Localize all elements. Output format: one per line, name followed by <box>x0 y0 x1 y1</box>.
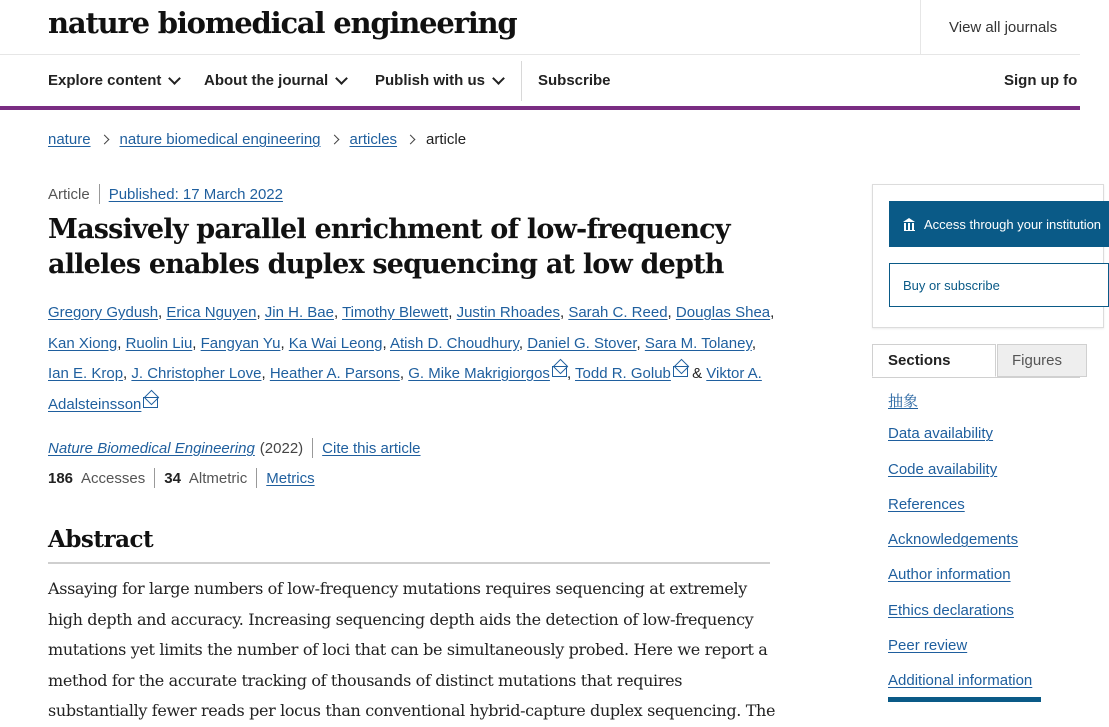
list-item <box>888 461 1032 496</box>
section-link-references[interactable]: References <box>888 495 965 513</box>
author-list: Gregory Gydush, Erica Nguyen, Jin H. Bae, Timothy Blewett, Justin Rhoades, Sarah C. Reed, Douglas Shea, Kan Xiong, Ruolin Liu, Fangyan Yu, Ka Wai Leong, Atish D. Choudhury, Daniel G. Stover, Sara M. Tolaney, Ian E. Krop, J. Christopher Love, Heather A. Parsons, G. Mike Makrigiorgos , Todd R. Golub & Viktor A. Adalsteinsson <box>48 304 775 413</box>
email-icon[interactable] <box>552 366 567 377</box>
divider <box>154 468 155 488</box>
article-type: Article <box>48 185 90 203</box>
access-panel <box>872 184 1104 328</box>
author-link[interactable]: J. Christopher Love <box>131 365 262 382</box>
altmetric-count: 34 <box>164 469 181 487</box>
divider <box>99 184 100 204</box>
article-metrics <box>48 468 315 488</box>
author-link[interactable]: Gregory Gydush <box>48 304 159 321</box>
author-link[interactable]: Sarah C. Reed <box>568 304 668 321</box>
chevron-right-icon <box>329 135 339 145</box>
abstract-text: Assaying for large numbers of low-frequency mutations requires sequencing at extremely high depth and accuracy. Increasing sequencing depth aids the detection of low-frequency mutations yet limits the number of loci that can be simultaneously probed. Here we report a method for the accurate tracking of thousands of distinct mutations that requires substantially fewer reads per locus than conventional hybrid-capture duplex sequencing. The <box>48 579 776 720</box>
list-item <box>888 566 1032 601</box>
divider <box>256 468 257 488</box>
author-link[interactable]: Erica Nguyen <box>166 304 257 321</box>
author-link[interactable]: Fangyan Yu <box>200 334 281 352</box>
published-date-link[interactable]: Published: 17 March 2022 <box>108 185 283 203</box>
institution-icon <box>903 218 916 230</box>
section-link-acknowledgements[interactable]: Acknowledgements <box>888 531 1019 549</box>
chevron-right-icon <box>406 135 416 145</box>
divider <box>312 438 313 458</box>
chevron-down-icon <box>335 72 348 85</box>
chevron-down-icon <box>492 72 505 85</box>
section-link-additional-information[interactable]: Additional information <box>888 672 1033 690</box>
altmetric-label: Altmetric <box>188 469 248 487</box>
journal-link[interactable]: Nature Biomedical Engineering <box>48 439 255 457</box>
access-institution-button[interactable] <box>889 201 1109 247</box>
nav-subscribe[interactable]: Subscribe <box>538 72 611 89</box>
author-link[interactable]: Viktor A. Adalsteinsson <box>48 365 762 413</box>
accesses-label: Accesses <box>81 469 146 487</box>
site-header <box>0 0 1080 55</box>
publication-year: (2022) <box>259 439 304 457</box>
list-item <box>888 390 1032 425</box>
view-all-journals-link[interactable]: View all journals <box>920 0 1057 54</box>
author-link[interactable]: Ka Wai Leong <box>288 334 383 352</box>
section-link-ethics-declarations[interactable]: Ethics declarations <box>888 601 1014 619</box>
author-link[interactable]: Todd R. Golub <box>575 365 671 382</box>
active-section-indicator <box>888 697 1041 702</box>
author-link[interactable]: Daniel G. Stover <box>527 334 637 352</box>
article-meta <box>48 184 283 204</box>
nav-explore-label: Explore content <box>48 72 162 89</box>
nav-publish-label: Publish with us <box>375 72 486 89</box>
author-link[interactable]: Kan Xiong <box>48 334 118 352</box>
nav-explore-content[interactable] <box>48 55 179 106</box>
journal-logo[interactable]: nature biomedical engineering <box>48 6 517 40</box>
nav-about-label: About the journal <box>204 72 329 89</box>
breadcrumb-journal[interactable]: nature biomedical engineering <box>119 131 321 148</box>
list-item <box>888 425 1032 460</box>
section-link-author-information[interactable]: Author information <box>888 566 1011 584</box>
author-link[interactable]: Timothy Blewett <box>342 304 449 321</box>
email-icon[interactable] <box>143 397 158 408</box>
author-link[interactable]: Sara M. Tolaney <box>644 334 752 352</box>
author-link[interactable]: Heather A. Parsons <box>269 365 400 382</box>
section-link-peer-review[interactable]: Peer review <box>888 637 968 655</box>
sidebar-tabs <box>872 344 1080 378</box>
abstract-heading: Abstract <box>48 526 770 564</box>
main-nav <box>0 55 1080 110</box>
cite-article-link[interactable]: Cite this article <box>322 439 421 457</box>
ampersand: & <box>692 365 703 382</box>
section-list <box>888 390 1032 708</box>
access-button-label: Access through your institution <box>924 216 1102 232</box>
author-link[interactable]: G. Mike Makrigiorgos <box>408 365 550 382</box>
citation-line <box>48 438 421 458</box>
breadcrumb-nature[interactable]: nature <box>48 131 91 148</box>
accesses-count: 186 <box>48 469 74 487</box>
nav-divider <box>521 61 522 101</box>
author-link[interactable]: Atish D. Choudhury <box>389 334 519 352</box>
section-link-data-availability[interactable]: Data availability <box>888 425 994 443</box>
metrics-link[interactable]: Metrics <box>266 469 315 487</box>
list-item <box>888 637 1032 672</box>
author-link[interactable]: Jin H. Bae <box>264 304 334 321</box>
chevron-down-icon <box>168 72 181 85</box>
tab-figures[interactable]: Figures <box>997 344 1087 377</box>
chevron-right-icon <box>99 135 109 145</box>
article-title: Massively parallel enrichment of low-frequency alleles enables duplex sequencing at low depth <box>48 214 730 280</box>
list-item <box>888 496 1032 531</box>
author-link[interactable]: Ruolin Liu <box>125 334 193 352</box>
breadcrumb-current: article <box>426 131 467 148</box>
buy-subscribe-button[interactable]: Buy or subscribe <box>889 263 1109 307</box>
section-link-code-availability[interactable]: Code availability <box>888 460 998 478</box>
email-icon[interactable] <box>673 366 688 377</box>
nav-about-journal[interactable] <box>204 55 346 106</box>
nav-publish-with-us[interactable] <box>375 55 503 106</box>
nav-sign-up[interactable]: Sign up fo <box>1004 72 1078 89</box>
list-item <box>888 531 1032 566</box>
author-link[interactable]: Douglas Shea <box>675 304 771 321</box>
list-item <box>888 602 1032 637</box>
author-link[interactable]: Ian E. Krop <box>48 365 124 382</box>
author-link[interactable]: Justin Rhoades <box>456 304 560 321</box>
section-link-abstract[interactable]: 抽象 <box>888 393 919 410</box>
list-item <box>888 672 1032 707</box>
breadcrumb-articles[interactable]: articles <box>349 131 398 148</box>
tab-sections[interactable]: Sections <box>872 344 996 377</box>
breadcrumb <box>48 131 466 148</box>
